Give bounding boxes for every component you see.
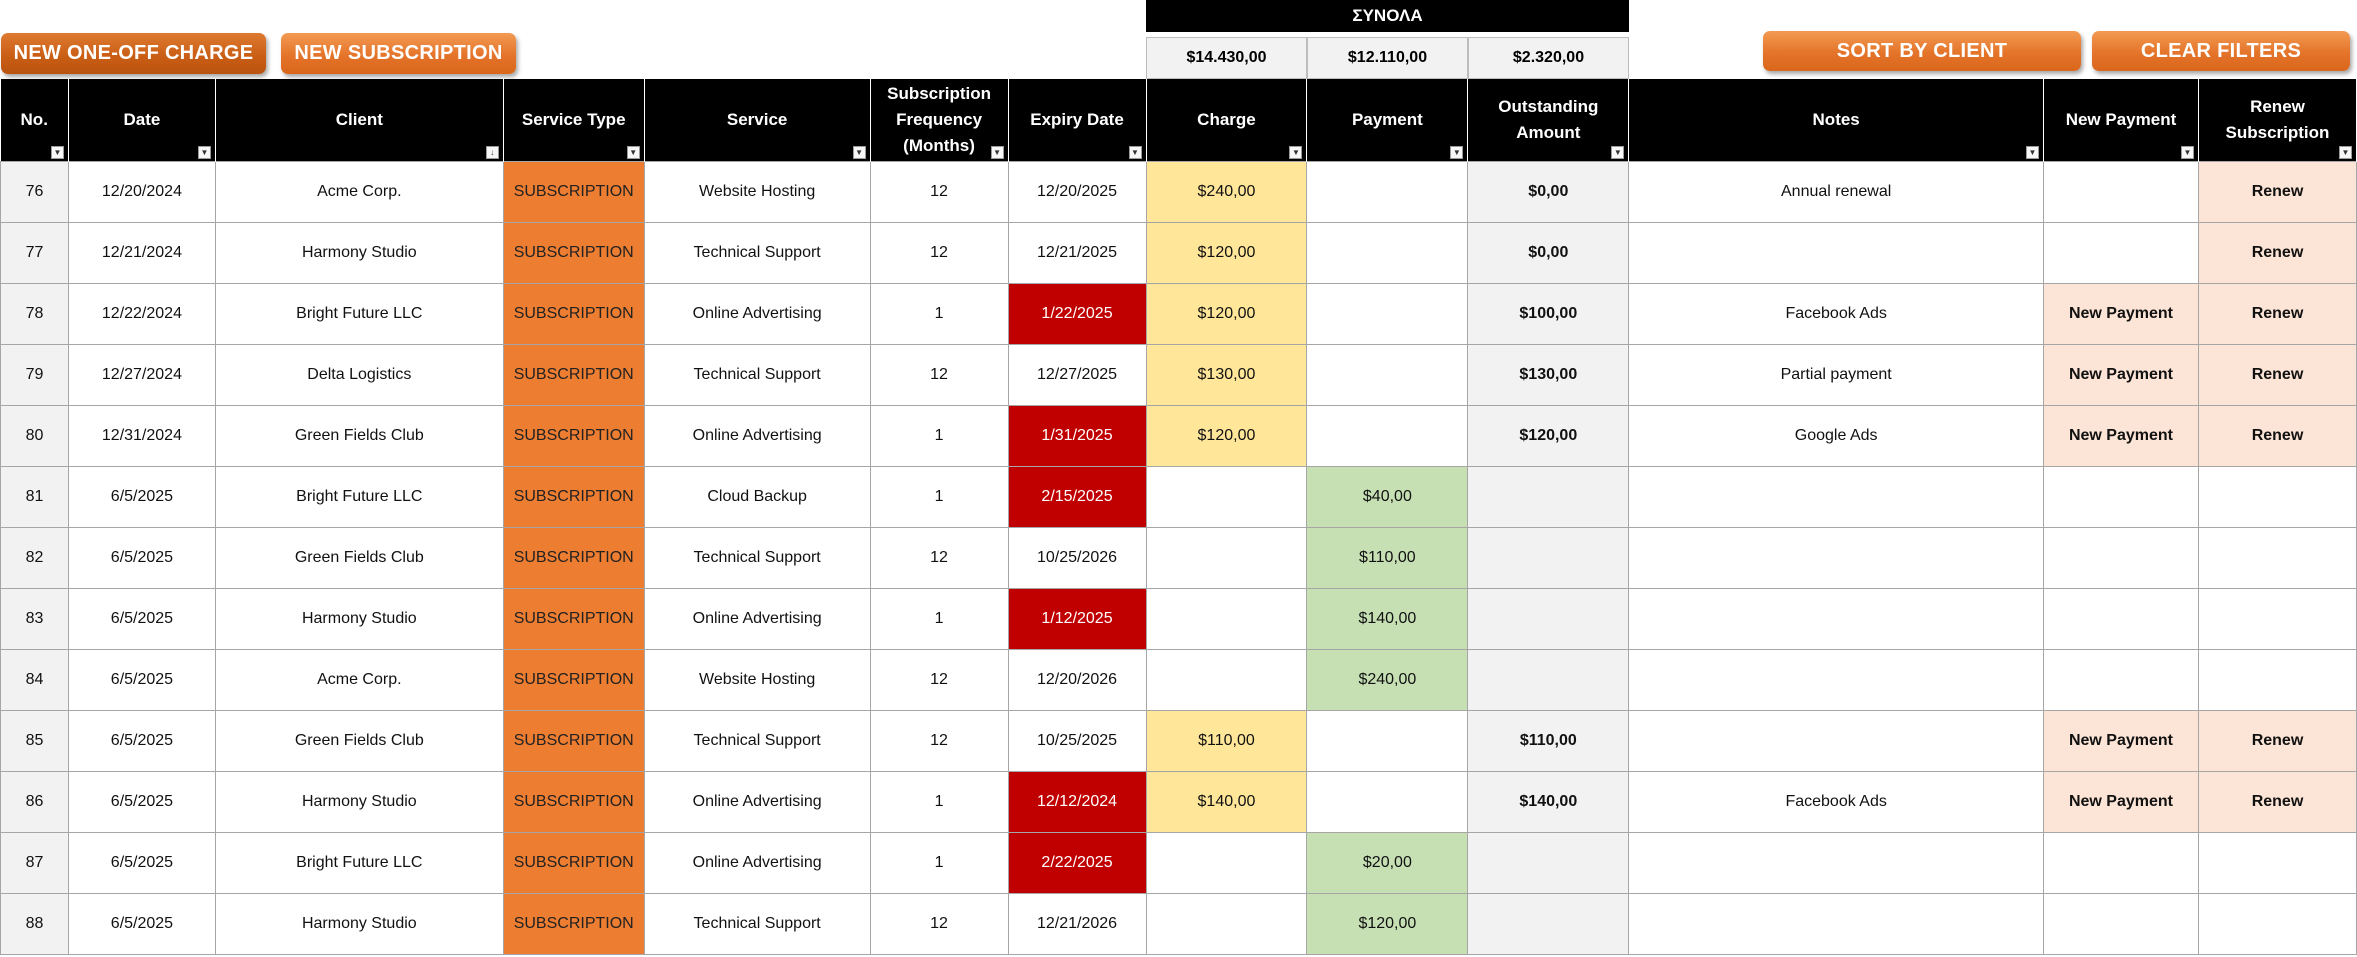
col-header-label: No. (20, 109, 48, 129)
cell-frequency: 1 (870, 466, 1008, 527)
renew-subscription-button[interactable]: Renew (2198, 405, 2356, 466)
new-subscription-button[interactable]: NEW SUBSCRIPTION (281, 33, 516, 74)
cell-notes: Annual renewal (1629, 161, 2044, 222)
cell-no: 86 (1, 771, 69, 832)
cell-expiry-date: 1/12/2025 (1008, 588, 1146, 649)
filter-dropdown-icon[interactable]: ▼ (2339, 146, 2352, 159)
cell-date: 6/5/2025 (68, 466, 215, 527)
subscriptions-table (0, 79, 2357, 955)
table-row (1, 832, 2357, 893)
cell-no: 87 (1, 832, 69, 893)
cell-payment: $120,00 (1307, 893, 1468, 954)
renew-subscription-button[interactable]: Renew (2198, 344, 2356, 405)
cell-expiry-date: 1/31/2025 (1008, 405, 1146, 466)
cell-no: 81 (1, 466, 69, 527)
cell-outstanding: $120,00 (1468, 405, 1629, 466)
table-row (1, 588, 2357, 649)
cell-payment: $40,00 (1307, 466, 1468, 527)
cell-expiry-date: 2/22/2025 (1008, 832, 1146, 893)
new-payment-button (2044, 527, 2199, 588)
table-row (1, 466, 2357, 527)
header-row (1, 79, 2357, 161)
table-row (1, 771, 2357, 832)
filter-dropdown-icon[interactable]: ▼ (991, 146, 1004, 159)
cell-outstanding: $0,00 (1468, 161, 1629, 222)
cell-service-type: SUBSCRIPTION (503, 466, 644, 527)
cell-expiry-date: 2/15/2025 (1008, 466, 1146, 527)
col-header-label: Client (335, 109, 383, 129)
cell-service-type: SUBSCRIPTION (503, 832, 644, 893)
cell-frequency: 12 (870, 649, 1008, 710)
cell-payment: $140,00 (1307, 588, 1468, 649)
table-row (1, 893, 2357, 954)
cell-no: 76 (1, 161, 69, 222)
cell-notes: Google Ads (1629, 405, 2044, 466)
sort-by-client-button[interactable]: SORT BY CLIENT (1763, 31, 2081, 71)
sort-filter-icon[interactable]: ↓ (486, 146, 499, 159)
cell-frequency: 1 (870, 588, 1008, 649)
filter-dropdown-icon[interactable]: ▼ (1450, 146, 1463, 159)
renew-subscription-button[interactable]: Renew (2198, 283, 2356, 344)
filter-dropdown-icon[interactable]: ▼ (1289, 146, 1302, 159)
cell-outstanding (1468, 466, 1629, 527)
cell-charge: $120,00 (1146, 283, 1307, 344)
col-header-date (68, 79, 215, 161)
cell-outstanding (1468, 832, 1629, 893)
table-row (1, 527, 2357, 588)
renew-subscription-button (2198, 649, 2356, 710)
cell-outstanding: $130,00 (1468, 344, 1629, 405)
cell-no: 83 (1, 588, 69, 649)
cell-client: Delta Logistics (215, 344, 503, 405)
col-header-label: Service (726, 109, 788, 129)
cell-charge (1146, 466, 1307, 527)
cell-date: 12/22/2024 (68, 283, 215, 344)
cell-charge: $140,00 (1146, 771, 1307, 832)
new-payment-button (2044, 649, 2199, 710)
cell-service: Technical Support (644, 344, 870, 405)
cell-frequency: 1 (870, 771, 1008, 832)
new-payment-button (2044, 466, 2199, 527)
col-header-label: Outstanding Amount (1498, 96, 1599, 142)
cell-outstanding: $100,00 (1468, 283, 1629, 344)
filter-dropdown-icon[interactable]: ▼ (51, 146, 64, 159)
filter-dropdown-icon[interactable]: ▼ (853, 146, 866, 159)
col-header-label: Service Type (521, 109, 626, 129)
cell-frequency: 12 (870, 710, 1008, 771)
col-header-label: Charge (1197, 109, 1256, 129)
cell-outstanding (1468, 588, 1629, 649)
filter-dropdown-icon[interactable]: ▼ (2026, 146, 2039, 159)
cell-notes (1629, 527, 2044, 588)
cell-expiry-date: 10/25/2025 (1008, 710, 1146, 771)
cell-service: Online Advertising (644, 283, 870, 344)
cell-notes (1629, 710, 2044, 771)
col-header-service-type (503, 79, 644, 161)
table-row (1, 710, 2357, 771)
cell-notes (1629, 893, 2044, 954)
totals-title: ΣΥΝΟΛΑ (1146, 0, 1629, 32)
new-payment-button (2044, 222, 2199, 283)
cell-charge: $130,00 (1146, 344, 1307, 405)
cell-payment: $20,00 (1307, 832, 1468, 893)
clear-filters-button[interactable]: CLEAR FILTERS (2092, 31, 2350, 71)
new-payment-button[interactable]: New Payment (2044, 405, 2199, 466)
cell-charge: $110,00 (1146, 710, 1307, 771)
cell-notes (1629, 222, 2044, 283)
table-row (1, 405, 2357, 466)
col-header-label: Renew Subscription (2225, 96, 2330, 142)
cell-payment (1307, 283, 1468, 344)
cell-service: Technical Support (644, 893, 870, 954)
cell-outstanding: $140,00 (1468, 771, 1629, 832)
cell-payment (1307, 405, 1468, 466)
total-payment: $12.110,00 (1307, 37, 1468, 79)
cell-service: Technical Support (644, 527, 870, 588)
cell-frequency: 1 (870, 283, 1008, 344)
table-row (1, 344, 2357, 405)
filter-dropdown-icon[interactable]: ▼ (198, 146, 211, 159)
col-header-payment (1307, 79, 1468, 161)
cell-date: 6/5/2025 (68, 771, 215, 832)
renew-subscription-button[interactable]: Renew (2198, 222, 2356, 283)
col-header-service (644, 79, 870, 161)
renew-subscription-button (2198, 893, 2356, 954)
cell-client: Harmony Studio (215, 771, 503, 832)
cell-charge: $120,00 (1146, 222, 1307, 283)
cell-date: 12/21/2024 (68, 222, 215, 283)
cell-charge (1146, 649, 1307, 710)
cell-service: Website Hosting (644, 649, 870, 710)
col-header-new-payment (2044, 79, 2199, 161)
new-payment-button[interactable]: New Payment (2044, 344, 2199, 405)
col-header-expiry (1008, 79, 1146, 161)
cell-client: Green Fields Club (215, 710, 503, 771)
renew-subscription-button (2198, 527, 2356, 588)
cell-frequency: 12 (870, 527, 1008, 588)
cell-payment (1307, 710, 1468, 771)
cell-expiry-date: 12/27/2025 (1008, 344, 1146, 405)
total-charge: $14.430,00 (1146, 37, 1307, 79)
cell-outstanding (1468, 893, 1629, 954)
new-payment-button[interactable]: New Payment (2044, 283, 2199, 344)
cell-service: Technical Support (644, 710, 870, 771)
cell-expiry-date: 12/12/2024 (1008, 771, 1146, 832)
cell-charge: $240,00 (1146, 161, 1307, 222)
cell-expiry-date: 1/22/2025 (1008, 283, 1146, 344)
cell-payment: $240,00 (1307, 649, 1468, 710)
cell-outstanding (1468, 527, 1629, 588)
cell-charge: $120,00 (1146, 405, 1307, 466)
cell-service-type: SUBSCRIPTION (503, 283, 644, 344)
renew-subscription-button[interactable]: Renew (2198, 161, 2356, 222)
cell-no: 88 (1, 893, 69, 954)
cell-no: 80 (1, 405, 69, 466)
cell-no: 77 (1, 222, 69, 283)
cell-charge (1146, 893, 1307, 954)
cell-notes (1629, 466, 2044, 527)
cell-date: 6/5/2025 (68, 832, 215, 893)
cell-date: 6/5/2025 (68, 710, 215, 771)
cell-outstanding (1468, 649, 1629, 710)
cell-date: 6/5/2025 (68, 893, 215, 954)
cell-no: 82 (1, 527, 69, 588)
renew-subscription-button[interactable]: Renew (2198, 710, 2356, 771)
cell-date: 6/5/2025 (68, 588, 215, 649)
col-header-label: Subscription Frequency (Months) (887, 83, 992, 155)
new-payment-button (2044, 588, 2199, 649)
cell-service: Online Advertising (644, 832, 870, 893)
cell-outstanding: $0,00 (1468, 222, 1629, 283)
cell-service-type: SUBSCRIPTION (503, 527, 644, 588)
table-row (1, 283, 2357, 344)
cell-service-type: SUBSCRIPTION (503, 771, 644, 832)
cell-client: Bright Future LLC (215, 832, 503, 893)
cell-client: Harmony Studio (215, 222, 503, 283)
cell-service-type: SUBSCRIPTION (503, 710, 644, 771)
table-row (1, 161, 2357, 222)
cell-charge (1146, 832, 1307, 893)
col-header-label: Payment (1351, 109, 1423, 129)
cell-service-type: SUBSCRIPTION (503, 161, 644, 222)
col-header-outstanding (1468, 79, 1629, 161)
col-header-label: Date (123, 109, 161, 129)
col-header-frequency (870, 79, 1008, 161)
cell-client: Harmony Studio (215, 588, 503, 649)
cell-service-type: SUBSCRIPTION (503, 588, 644, 649)
filter-dropdown-icon[interactable]: ▼ (1129, 146, 1142, 159)
cell-payment (1307, 344, 1468, 405)
cell-charge (1146, 588, 1307, 649)
cell-date: 12/20/2024 (68, 161, 215, 222)
cell-service: Technical Support (644, 222, 870, 283)
table-row (1, 649, 2357, 710)
col-header-label: Notes (1812, 109, 1860, 129)
cell-frequency: 1 (870, 405, 1008, 466)
cell-date: 12/27/2024 (68, 344, 215, 405)
cell-charge (1146, 527, 1307, 588)
cell-client: Bright Future LLC (215, 283, 503, 344)
cell-frequency: 12 (870, 161, 1008, 222)
col-header-notes (1629, 79, 2044, 161)
cell-expiry-date: 12/20/2025 (1008, 161, 1146, 222)
cell-service-type: SUBSCRIPTION (503, 893, 644, 954)
cell-no: 85 (1, 710, 69, 771)
cell-service-type: SUBSCRIPTION (503, 222, 644, 283)
cell-no: 79 (1, 344, 69, 405)
col-header-renew (2198, 79, 2356, 161)
cell-client: Green Fields Club (215, 527, 503, 588)
new-payment-button[interactable]: New Payment (2044, 710, 2199, 771)
cell-payment (1307, 161, 1468, 222)
cell-frequency: 12 (870, 222, 1008, 283)
filter-dropdown-icon[interactable]: ▼ (627, 146, 640, 159)
cell-client: Harmony Studio (215, 893, 503, 954)
cell-frequency: 12 (870, 344, 1008, 405)
cell-date: 12/31/2024 (68, 405, 215, 466)
cell-service: Website Hosting (644, 161, 870, 222)
cell-client: Green Fields Club (215, 405, 503, 466)
cell-notes: Facebook Ads (1629, 771, 2044, 832)
cell-no: 84 (1, 649, 69, 710)
cell-date: 6/5/2025 (68, 527, 215, 588)
cell-notes (1629, 588, 2044, 649)
cell-frequency: 12 (870, 893, 1008, 954)
cell-expiry-date: 12/21/2026 (1008, 893, 1146, 954)
col-header-no (1, 79, 69, 161)
col-header-label: New Payment (2065, 109, 2177, 129)
cell-service-type: SUBSCRIPTION (503, 405, 644, 466)
cell-notes: Partial payment (1629, 344, 2044, 405)
filter-dropdown-icon[interactable]: ▼ (1611, 146, 1624, 159)
cell-date: 6/5/2025 (68, 649, 215, 710)
new-payment-button (2044, 832, 2199, 893)
renew-subscription-button (2198, 832, 2356, 893)
cell-client: Acme Corp. (215, 161, 503, 222)
cell-notes (1629, 832, 2044, 893)
cell-expiry-date: 12/21/2025 (1008, 222, 1146, 283)
new-payment-button (2044, 893, 2199, 954)
cell-service: Online Advertising (644, 405, 870, 466)
cell-outstanding: $110,00 (1468, 710, 1629, 771)
total-outstanding: $2.320,00 (1468, 37, 1629, 79)
cell-client: Acme Corp. (215, 649, 503, 710)
cell-notes: Facebook Ads (1629, 283, 2044, 344)
renew-subscription-button (2198, 466, 2356, 527)
new-one-off-charge-button[interactable]: NEW ONE-OFF CHARGE (1, 33, 266, 74)
cell-notes (1629, 649, 2044, 710)
cell-service: Online Advertising (644, 771, 870, 832)
cell-frequency: 1 (870, 832, 1008, 893)
cell-payment (1307, 771, 1468, 832)
cell-service: Online Advertising (644, 588, 870, 649)
new-payment-button[interactable]: New Payment (2044, 771, 2199, 832)
cell-service-type: SUBSCRIPTION (503, 649, 644, 710)
cell-expiry-date: 10/25/2026 (1008, 527, 1146, 588)
table-row (1, 222, 2357, 283)
cell-service: Cloud Backup (644, 466, 870, 527)
cell-payment (1307, 222, 1468, 283)
cell-expiry-date: 12/20/2026 (1008, 649, 1146, 710)
renew-subscription-button[interactable]: Renew (2198, 771, 2356, 832)
cell-service-type: SUBSCRIPTION (503, 344, 644, 405)
col-header-label: Expiry Date (1030, 109, 1124, 129)
col-header-client (215, 79, 503, 161)
cell-payment: $110,00 (1307, 527, 1468, 588)
cell-client: Bright Future LLC (215, 466, 503, 527)
renew-subscription-button (2198, 588, 2356, 649)
cell-no: 78 (1, 283, 69, 344)
col-header-charge (1146, 79, 1307, 161)
new-payment-button (2044, 161, 2199, 222)
filter-dropdown-icon[interactable]: ▼ (2181, 146, 2194, 159)
